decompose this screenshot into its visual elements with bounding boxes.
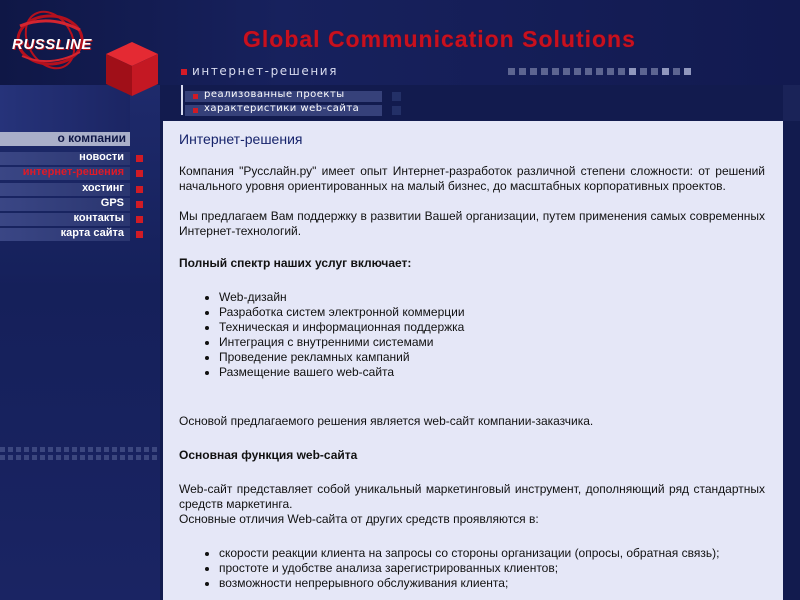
list-item: • скорости реакции клиента на запросы со стороны организации (опросы, обратная связь);: [219, 546, 765, 561]
sidebar-item-internet-solutions[interactable]: [0, 167, 160, 182]
list-item: • простоте и удобстве анализа зарегистрированных клиентов;: [219, 561, 765, 576]
section-bullet-icon: [181, 69, 187, 75]
services-list: [179, 290, 765, 380]
website-paragraph: Web-сайт представляет собой уникальный маркетинговый инструмент, дополняющий ряд стандартных средств маркетинга.: [179, 482, 765, 511]
bullet-square-icon: [193, 94, 198, 99]
sidebar-item-label: GPS: [100, 196, 124, 209]
right-strip: [783, 85, 800, 121]
sidebar-item-news[interactable]: [0, 152, 160, 167]
bullet-square-icon: [136, 231, 143, 238]
sidebar-item-gps[interactable]: [0, 198, 160, 213]
intro-paragraph: Компания "Русслайн.ру" имеет опыт Интернет-разработок различной степени сложности: от решений начального уровня ориентированных на малый бизнес, до масштабных корпоративных проектов.: [179, 164, 765, 193]
services-heading: Полный спектр наших услуг включает:: [179, 256, 412, 270]
subnav-divider: [181, 85, 183, 115]
bullet-square-icon: [136, 216, 143, 223]
red-cube-icon: [104, 40, 160, 98]
list-item: • Проведение рекламных кампаний: [219, 350, 765, 365]
subnav-square-icon: [392, 92, 401, 101]
bullet-square-icon: [136, 186, 143, 193]
features-list: [179, 546, 765, 591]
site-title: Global Communication Solutions: [243, 26, 636, 52]
sidebar-item-sitemap[interactable]: [0, 228, 160, 243]
list-item: • Web-дизайн: [219, 290, 765, 305]
subnav-item-website-features[interactable]: [185, 105, 382, 116]
bullet-square-icon: [136, 201, 143, 208]
subnav-square-icon: [392, 106, 401, 115]
support-paragraph: Мы предлагаем Вам поддержку в развитии Вашей организации, путем применения самых современных Интернет-технологий.: [179, 209, 765, 238]
subnav-item-projects[interactable]: [185, 91, 382, 102]
sidebar-item-label: интернет-решения: [22, 166, 124, 179]
list-item: • Размещение вашего web-сайта: [219, 365, 765, 380]
subnav-item-label: реализованные проекты: [204, 89, 345, 100]
sidebar-menu: [0, 152, 160, 244]
list-item: • Техническая и информационная поддержка: [219, 320, 765, 335]
header-dots: [508, 68, 691, 75]
sidebar-item-label: хостинг: [82, 181, 124, 194]
bullet-square-icon: [193, 108, 198, 113]
sidebar-item-contacts[interactable]: [0, 213, 160, 228]
sidebar-item-hosting[interactable]: [0, 183, 160, 198]
differences-paragraph: Основные отличия Web-сайта от других средств проявляются в:: [179, 512, 539, 526]
bullet-square-icon: [136, 155, 143, 162]
logo-text: RUSSLINE: [12, 36, 92, 53]
list-item: • Интеграция с внутренними системами: [219, 335, 765, 350]
sidebar-item-label: контакты: [73, 212, 124, 225]
sidebar-item-label: новости: [79, 151, 124, 163]
bullet-square-icon: [136, 170, 143, 177]
sidebar-item-about[interactable]: о компании: [57, 131, 126, 145]
sidebar-item-label: карта сайта: [60, 227, 124, 240]
solution-paragraph: Основой предлагаемого решения является web-сайт компании-заказчика.: [179, 414, 594, 428]
sidebar-bottom-dots: [0, 447, 160, 460]
list-item: • возможности непрерывного обслуживания клиента;: [219, 576, 765, 591]
subnav-item-label: характеристики web-сайта: [204, 103, 360, 114]
section-label: интернет-решения: [192, 64, 339, 78]
list-item: • Разработка систем электронной коммерции: [219, 305, 765, 320]
function-heading: Основная функция web-сайта: [179, 448, 358, 462]
main-content: [163, 121, 783, 600]
page-title: Интернет-решения: [179, 131, 303, 147]
